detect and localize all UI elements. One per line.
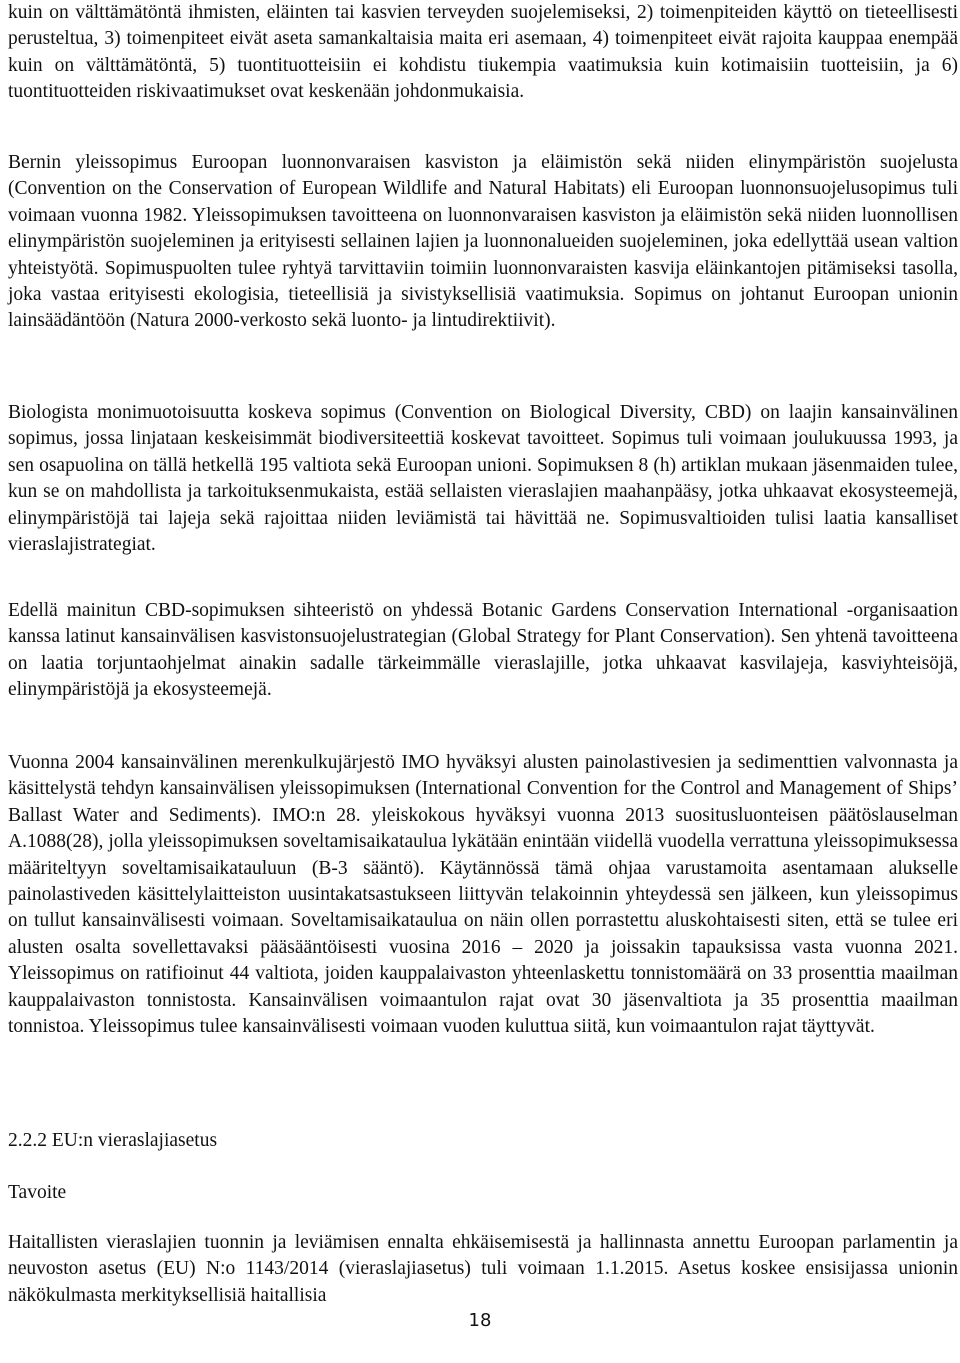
section-heading: 2.2.2 EU:n vieraslajiasetus — [8, 1130, 218, 1151]
page-number: 18 — [468, 1310, 492, 1331]
paragraph-cbd: Biologista monimuotoisuutta koskeva sopimus (Convention on Biological Diversity, CBD) on laajin kansainvälinen sopimus, jossa linjataan keskeisimmät biodiversiteettiä koskevat tavoitteet. Sopimus tuli voimaan joulukuussa 1993, ja sen osapuolina on tällä hetkellä 195 valtiota sekä Euroopan unioni. Sopimuksen 8 (h) artiklan mukaan jäsenmaiden tulee, kun se on mahdollista ja tarkoituksenmukaista, estää sellaisten vieraslajien maahanpääsy, jotka uhkaavat ekosysteemejä, elinympäristöjä tai lajeja sekä rajoittaa niiden leviämistä tai hävittää ne. Sopimusvaltioiden tulisi laatia kansalliset vieraslajistrategiat. — [8, 402, 958, 556]
paragraph-eu-regulation: Haitallisten vieraslajien tuonnin ja leviämisen ennalta ehkäisemisestä ja hallinnasta annettu Euroopan parlamentin ja neuvoston asetus (EU) N:o 1143/2014 (vieraslajiasetus) tuli voimaan 1.1.2015. Asetus koskee ensisijassa unionin näkökulmasta merkityksellisiä haitallisia — [8, 1232, 958, 1306]
paragraph-imo-ballast-water: Vuonna 2004 kansainvälinen merenkulkujärjestö IMO hyväksyi alusten painolastivesien ja sedimenttien valvonnasta ja käsittelystä tehdyn kansainvälisen yleissopimuksen (International Convention for the Control and Management of Ships’ Ballast Water and Sediments). IMO:n 28. yleiskokous hyväksyi vuonna 2013 suositusluonteisen päätöslauselman A.1088(28), jolla yleissopimuksen soveltamisaikataulua lykätään enintään viidellä vuodella verrattuna yleissopimuksessa määriteltyyn soveltamisaikatauluun (B-3 sääntö). Käytännössä tämä ohjaa varustamoita asentamaan alukselle painolastiveden käsittelylaitteiston uusintakatsastukseen liittyvän telakoinnin yhteydessä sen jälkeen, kun yleissopimus on tullut kansainvälisesti voimaan. Soveltamisaikataulua on näin ollen porrastettu aluskohtaisesti siten, että se tulee eri alusten osalta sovellettavaksi pääsääntöisesti vuosina 2016 – 2020 ja joissakin tapauksissa vasta vuonna 2021. Yleissopimus on ratifioinut 44 valtiota, joiden kauppalaivaston yhteenlaskettu tonnistomäärä on 33 prosenttia maailman kauppalaivaston tonnistosta. Kansainvälisen voimaantulon rajat ovat 30 jäsenvaltiota ja 35 prosenttia maailman tonnistoa. Yleissopimus tulee kansainvälisesti voimaan vuoden kuluttua siitä, kun voimaantulon rajat täyttyvät. — [8, 752, 958, 1038]
paragraph-bern-convention: Bernin yleissopimus Euroopan luonnonvaraisen kasviston ja eläimistön sekä niiden elinympäristön suojelusta (Convention on the Conservation of European Wildlife and Natural Habitats) eli Euroopan luonnonsuojelusopimus tuli voimaan vuonna 1982. Yleissopimuksen tavoitteena on luonnonvaraisen kasviston ja eläimistön sekä niiden luonnollisen elinympäristön suojeleminen ja erityisesti sellainen lajien ja luonnonalueiden suojeleminen, joka edellyttää usean valtion yhteistyötä. Sopimuspuolten tulee ryhtyä tarvittaviin toimiin luonnonvaraisten kasvija eläinkantojen pitämiseksi tasolla, joka vastaa erityisesti ekologisia, tieteellisiä ja sivistyksellisiä vaatimuksia. Sopimus on johtanut Euroopan unionin lainsäädäntöön (Natura 2000-verkosto sekä luonto- ja lintudirektiivit). — [8, 152, 958, 332]
subheading: Tavoite — [8, 1182, 67, 1203]
paragraph-sps-conditions: kuin on välttämätöntä ihmisten, eläinten tai kasvien terveyden suojelemiseksi, 2) toimenpiteiden käyttö on tieteellisesti perusteltua, 3) toimenpiteet eivät aseta samankaltaisia maita eri asemaan, 4) toimenpiteet eivät rajoita kauppaa enempää kuin on välttämätöntä, 5) tuontituotteisiin ei kohdistu tiukempia vaatimuksia kuin kotimaisiin tuotteisiin, ja 6) tuontituotteiden riskivaatimukset ovat keskenään johdonmukaisia. — [8, 2, 958, 103]
paragraph-plant-conservation-strategy: Edellä mainitun CBD-sopimuksen sihteeristö on yhdessä Botanic Gardens Conservation International -organisaation kanssa latinut kansainvälisen kasvistonsuojelustrategian (Global Strategy for Plant Conservation). Sen yhtenä tavoitteena on laatia torjuntaohjelmat ainakin sadalle tärkeimmälle vieraslajille, jotka uhkaavat kasvilajeja, kasviyhteisöjä, elinympäristöjä ja ekosysteemejä. — [8, 600, 958, 701]
